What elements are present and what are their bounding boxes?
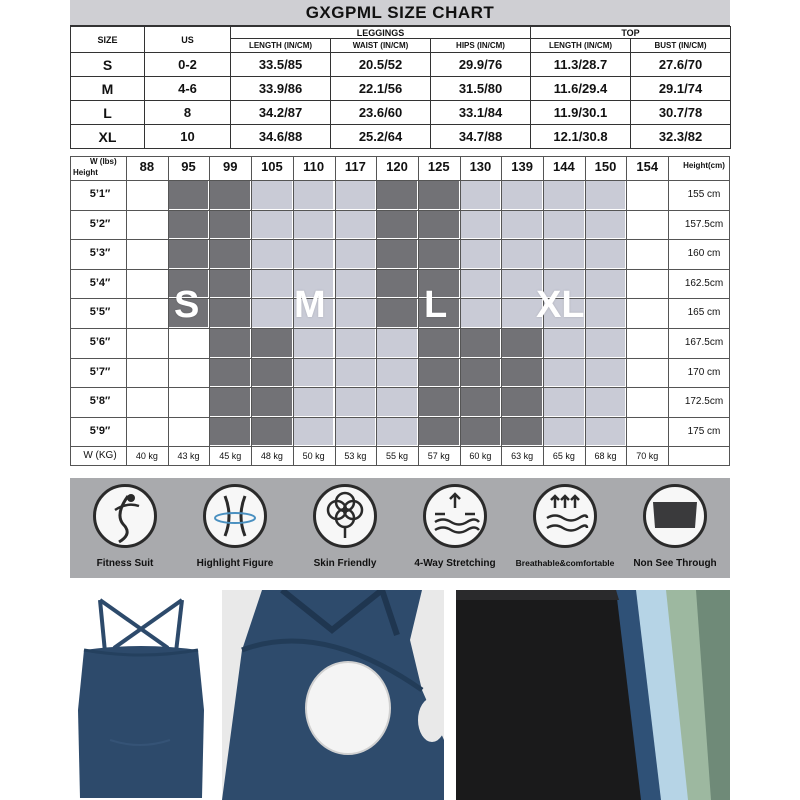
measurement-cell: 33.9/86 bbox=[231, 77, 331, 101]
grid-cell bbox=[376, 328, 418, 358]
height-ft-label: 5’6″ bbox=[89, 336, 111, 348]
feature-4 bbox=[510, 478, 620, 578]
grid-cell bbox=[335, 269, 377, 299]
grid-cell bbox=[460, 417, 502, 447]
weight-kg-label: 60 kg bbox=[469, 451, 492, 461]
grid-cell bbox=[168, 210, 210, 240]
stretch-arrows-icon bbox=[423, 484, 487, 548]
grid-cell bbox=[293, 239, 335, 269]
feature-3 bbox=[400, 478, 510, 578]
grid-cell bbox=[376, 298, 418, 328]
grid-cell bbox=[209, 269, 251, 299]
height-ft-label: 5’7″ bbox=[89, 365, 111, 378]
size-row-l bbox=[71, 101, 731, 125]
grid-cell bbox=[543, 358, 585, 388]
grid-line-v bbox=[626, 156, 627, 466]
grid-cell bbox=[293, 358, 335, 388]
grid-cell bbox=[626, 358, 668, 388]
height-cm-label: 155 cm bbox=[687, 189, 721, 200]
size-zone-m: M bbox=[294, 284, 326, 326]
grid-cell bbox=[626, 328, 668, 358]
opaque-fabric-icon bbox=[643, 484, 707, 548]
us-cell: 4-6 bbox=[145, 77, 231, 101]
grid-cell bbox=[126, 417, 168, 447]
sub-header: HIPS (IN/CM) bbox=[431, 39, 531, 53]
product-photo-colors bbox=[456, 590, 730, 800]
grid-cell bbox=[460, 298, 502, 328]
grid-cell bbox=[209, 210, 251, 240]
measurement-cell: 33.1/84 bbox=[431, 101, 531, 125]
grid-line-v bbox=[376, 156, 377, 466]
weight-kg-label: 45 kg bbox=[219, 451, 242, 461]
grid-cell bbox=[251, 387, 293, 417]
grid-cell bbox=[543, 180, 585, 210]
grid-cell bbox=[585, 358, 627, 388]
cotton-flower-icon bbox=[313, 484, 377, 548]
grid-cell bbox=[251, 358, 293, 388]
grid-cell bbox=[376, 417, 418, 447]
grid-line-h bbox=[70, 417, 730, 418]
grid-cell bbox=[376, 387, 418, 417]
grid-cell bbox=[293, 417, 335, 447]
feature-1 bbox=[180, 478, 290, 578]
weight-lbs-header: 117 bbox=[344, 159, 366, 174]
sub-header: LENGTH (IN/CM) bbox=[231, 39, 331, 53]
grid-cell bbox=[585, 269, 627, 299]
grid-cell bbox=[168, 328, 210, 358]
grid-line-v bbox=[668, 156, 669, 466]
grid-line-h bbox=[70, 328, 730, 329]
grid-cell bbox=[501, 387, 543, 417]
grid-cell bbox=[293, 387, 335, 417]
weight-kg-label: 65 kg bbox=[552, 451, 575, 461]
size-row-m bbox=[71, 77, 731, 101]
sub-header: LENGTH (IN/CM) bbox=[531, 39, 631, 53]
height-cm-label: 160 cm bbox=[687, 248, 721, 260]
grid-cell bbox=[626, 298, 668, 328]
height-ft-label: 5’4″ bbox=[89, 276, 111, 289]
corner-height-label: Height bbox=[73, 168, 98, 177]
corner-weight-label: W (lbs) bbox=[90, 157, 117, 166]
height-cm-label: 175 cm bbox=[687, 425, 721, 437]
height-cm-label: 170 cm bbox=[687, 366, 721, 378]
size-zone-xl: XL bbox=[536, 284, 585, 326]
grid-cell bbox=[335, 180, 377, 210]
weight-kg-label: 63 kg bbox=[511, 451, 534, 461]
size-zone-l: L bbox=[424, 284, 448, 326]
grid-cell bbox=[585, 328, 627, 358]
grid-cell bbox=[418, 328, 460, 358]
measurement-cell: 31.5/80 bbox=[431, 77, 531, 101]
feature-label: Highlight Figure bbox=[196, 558, 274, 569]
grid-line-v bbox=[168, 156, 169, 466]
grid-cell bbox=[501, 210, 543, 240]
grid-cell bbox=[335, 358, 377, 388]
grid-cell bbox=[209, 298, 251, 328]
measurement-cell: 34.7/88 bbox=[431, 125, 531, 149]
us-cell: 8 bbox=[145, 101, 231, 125]
weight-kg-label: 57 kg bbox=[427, 451, 450, 461]
us-cell: 0-2 bbox=[145, 53, 231, 77]
height-ft-label: 5’9″ bbox=[89, 424, 111, 437]
grid-cell bbox=[126, 180, 168, 210]
grid-cell bbox=[209, 180, 251, 210]
grid-cell bbox=[126, 358, 168, 388]
grid-cell bbox=[543, 417, 585, 447]
grid-cell bbox=[501, 239, 543, 269]
weight-kg-label: 53 kg bbox=[344, 451, 367, 461]
grid-cell bbox=[251, 239, 293, 269]
measurement-cell: 11.9/30.1 bbox=[531, 101, 631, 125]
weight-kg-row-label: W (KG) bbox=[83, 450, 117, 461]
weight-lbs-header: 154 bbox=[636, 159, 659, 174]
grid-cell bbox=[376, 210, 418, 240]
grid-cell bbox=[418, 210, 460, 240]
grid-cell bbox=[126, 269, 168, 299]
grid-line-h bbox=[70, 358, 730, 359]
grid-line-h bbox=[70, 465, 730, 466]
height-cm-label: 167.5cm bbox=[684, 337, 724, 348]
grid-cell bbox=[585, 417, 627, 447]
grid-cell bbox=[168, 239, 210, 269]
weight-kg-label: 68 kg bbox=[594, 451, 617, 461]
grid-line-v bbox=[335, 156, 336, 466]
feature-label: Skin Friendly bbox=[313, 558, 377, 569]
grid-cell bbox=[501, 358, 543, 388]
grid-cell bbox=[209, 417, 251, 447]
grid-cell bbox=[626, 239, 668, 269]
grid-cell bbox=[376, 239, 418, 269]
size-zone-s: S bbox=[174, 284, 200, 326]
measurement-cell: 34.2/87 bbox=[231, 101, 331, 125]
height-ft-label: 5’5″ bbox=[89, 306, 111, 319]
grid-cell bbox=[501, 328, 543, 358]
measurement-cell: 12.1/30.8 bbox=[531, 125, 631, 149]
us-column-header: US bbox=[145, 27, 231, 53]
grid-cell bbox=[460, 269, 502, 299]
height-ft-label: 5’8″ bbox=[89, 395, 111, 408]
size-cell: L bbox=[71, 101, 145, 125]
measurement-cell: 32.3/82 bbox=[631, 125, 731, 149]
grid-cell bbox=[543, 239, 585, 269]
feature-label: 4-Way Stretching bbox=[414, 558, 496, 569]
grid-cell bbox=[418, 180, 460, 210]
fitness-figure-icon bbox=[93, 484, 157, 548]
feature-label: Non See Through bbox=[633, 558, 717, 569]
us-cell: 10 bbox=[145, 125, 231, 149]
size-cell: M bbox=[71, 77, 145, 101]
size-table bbox=[70, 26, 731, 149]
grid-cell bbox=[126, 387, 168, 417]
grid-cell bbox=[335, 417, 377, 447]
grid-line-h bbox=[70, 156, 730, 157]
grid-line-v bbox=[70, 156, 71, 466]
size-column-header: SIZE bbox=[71, 27, 145, 53]
chart-title: GXGPML SIZE CHART bbox=[70, 0, 730, 26]
grid-line-h bbox=[70, 298, 730, 299]
grid-cell bbox=[168, 358, 210, 388]
grid-line-v bbox=[251, 156, 252, 466]
weight-lbs-header: 110 bbox=[303, 159, 325, 174]
sub-header: WAIST (IN/CM) bbox=[331, 39, 431, 53]
weight-lbs-header: 144 bbox=[552, 159, 575, 174]
size-finder-grid bbox=[70, 156, 730, 466]
height-ft-label: 5’1″ bbox=[89, 188, 111, 200]
grid-line-v bbox=[501, 156, 502, 466]
measurement-cell: 25.2/64 bbox=[331, 125, 431, 149]
grid-cell bbox=[251, 269, 293, 299]
grid-line-h bbox=[70, 387, 730, 388]
measurement-cell: 22.1/56 bbox=[331, 77, 431, 101]
grid-cell bbox=[376, 180, 418, 210]
grid-cell bbox=[501, 417, 543, 447]
height-cm-label: 157.5cm bbox=[684, 218, 724, 230]
grid-cell bbox=[126, 298, 168, 328]
grid-cell bbox=[460, 358, 502, 388]
weight-lbs-header: 130 bbox=[469, 159, 492, 174]
grid-cell bbox=[335, 387, 377, 417]
grid-line-v bbox=[729, 156, 730, 466]
grid-cell bbox=[126, 210, 168, 240]
height-ft-label: 5’3″ bbox=[89, 247, 111, 260]
weight-lbs-header: 150 bbox=[594, 159, 617, 174]
weight-lbs-header: 139 bbox=[511, 159, 533, 174]
weight-kg-label: 55 kg bbox=[386, 451, 409, 461]
grid-cell bbox=[585, 180, 627, 210]
grid-cell bbox=[251, 180, 293, 210]
grid-cell bbox=[626, 180, 668, 210]
feature-0 bbox=[70, 478, 180, 578]
weight-lbs-header: 105 bbox=[261, 159, 283, 174]
grid-cell bbox=[460, 387, 502, 417]
size-row-s bbox=[71, 53, 731, 77]
grid-cell bbox=[126, 328, 168, 358]
grid-cell bbox=[626, 269, 668, 299]
height-cm-header: Height(cm) bbox=[683, 161, 725, 170]
grid-cell bbox=[335, 239, 377, 269]
grid-cell bbox=[168, 387, 210, 417]
size-cell: XL bbox=[71, 125, 145, 149]
grid-cell bbox=[585, 210, 627, 240]
grid-cell bbox=[335, 210, 377, 240]
leggings-group-header: LEGGINGS bbox=[231, 27, 531, 39]
size-cell: S bbox=[71, 53, 145, 77]
height-cm-label: 162.5cm bbox=[684, 277, 724, 289]
feature-label: Breathable&comfortable bbox=[515, 558, 615, 568]
grid-cell bbox=[543, 210, 585, 240]
grid-cell bbox=[585, 298, 627, 328]
product-photo-front bbox=[70, 590, 212, 800]
product-photo-detail bbox=[222, 590, 444, 800]
height-cm-label: 172.5cm bbox=[684, 396, 724, 408]
grid-cell bbox=[418, 239, 460, 269]
grid-cell bbox=[168, 417, 210, 447]
weight-kg-label: 50 kg bbox=[302, 451, 325, 461]
measurement-cell: 29.1/74 bbox=[631, 77, 731, 101]
grid-cell bbox=[293, 180, 335, 210]
top-group-header: TOP bbox=[531, 27, 731, 39]
weight-kg-label: 70 kg bbox=[636, 451, 659, 461]
features-strip bbox=[70, 478, 730, 578]
feature-2 bbox=[290, 478, 400, 578]
measurement-cell: 23.6/60 bbox=[331, 101, 431, 125]
grid-cell bbox=[501, 180, 543, 210]
measurement-cell: 11.3/28.7 bbox=[531, 53, 631, 77]
grid-cell bbox=[418, 387, 460, 417]
grid-cell bbox=[335, 328, 377, 358]
measurement-cell: 30.7/78 bbox=[631, 101, 731, 125]
weight-lbs-header: 120 bbox=[386, 159, 408, 174]
grid-cell bbox=[460, 239, 502, 269]
measurement-cell: 29.9/76 bbox=[431, 53, 531, 77]
measurement-cell: 33.5/85 bbox=[231, 53, 331, 77]
grid-cell bbox=[293, 328, 335, 358]
grid-cell bbox=[460, 328, 502, 358]
weight-kg-label: 40 kg bbox=[135, 451, 158, 461]
grid-cell bbox=[251, 298, 293, 328]
weight-kg-label: 43 kg bbox=[177, 451, 200, 461]
grid-cell bbox=[418, 358, 460, 388]
breathable-waves-icon bbox=[533, 484, 597, 548]
weight-lbs-header: 88 bbox=[139, 159, 155, 174]
measurement-cell: 20.5/52 bbox=[331, 53, 431, 77]
grid-cell bbox=[126, 239, 168, 269]
grid-line-v bbox=[126, 156, 127, 466]
feature-label: Fitness Suit bbox=[96, 558, 154, 569]
grid-cell bbox=[585, 239, 627, 269]
grid-cell bbox=[209, 387, 251, 417]
grid-cell bbox=[209, 239, 251, 269]
grid-line-v bbox=[209, 156, 210, 466]
measurement-cell: 34.6/88 bbox=[231, 125, 331, 149]
grid-line-h bbox=[70, 180, 730, 181]
grid-cell bbox=[251, 417, 293, 447]
grid-cell bbox=[376, 269, 418, 299]
waist-curve-icon bbox=[203, 484, 267, 548]
height-ft-label: 5’2″ bbox=[89, 217, 111, 230]
feature-5 bbox=[620, 478, 730, 578]
weight-lbs-header: 95 bbox=[181, 159, 196, 174]
grid-cell bbox=[460, 210, 502, 240]
grid-cell bbox=[418, 417, 460, 447]
grid-line-v bbox=[418, 156, 419, 466]
grid-cell bbox=[293, 210, 335, 240]
grid-cell bbox=[209, 328, 251, 358]
weight-lbs-header: 99 bbox=[223, 159, 238, 174]
grid-cell bbox=[335, 298, 377, 328]
grid-cell bbox=[626, 417, 668, 447]
grid-cell bbox=[251, 210, 293, 240]
weight-kg-label: 48 kg bbox=[260, 451, 283, 461]
measurement-cell: 27.6/70 bbox=[631, 53, 731, 77]
grid-line-h bbox=[70, 446, 730, 447]
grid-cell bbox=[626, 387, 668, 417]
grid-cell bbox=[251, 328, 293, 358]
grid-line-v bbox=[460, 156, 461, 466]
grid-cell bbox=[626, 210, 668, 240]
grid-cell bbox=[585, 387, 627, 417]
grid-cell bbox=[543, 328, 585, 358]
grid-cell bbox=[209, 358, 251, 388]
grid-line-h bbox=[70, 210, 730, 211]
grid-cell bbox=[543, 387, 585, 417]
grid-cell bbox=[460, 180, 502, 210]
height-cm-label: 165 cm bbox=[687, 307, 721, 319]
grid-line-h bbox=[70, 269, 730, 270]
sub-header: BUST (IN/CM) bbox=[631, 39, 731, 53]
weight-lbs-header: 125 bbox=[427, 159, 450, 174]
grid-cell bbox=[376, 358, 418, 388]
measurement-cell: 11.6/29.4 bbox=[531, 77, 631, 101]
grid-line-h bbox=[70, 239, 730, 240]
size-row-xl bbox=[71, 125, 731, 149]
grid-cell bbox=[168, 180, 210, 210]
